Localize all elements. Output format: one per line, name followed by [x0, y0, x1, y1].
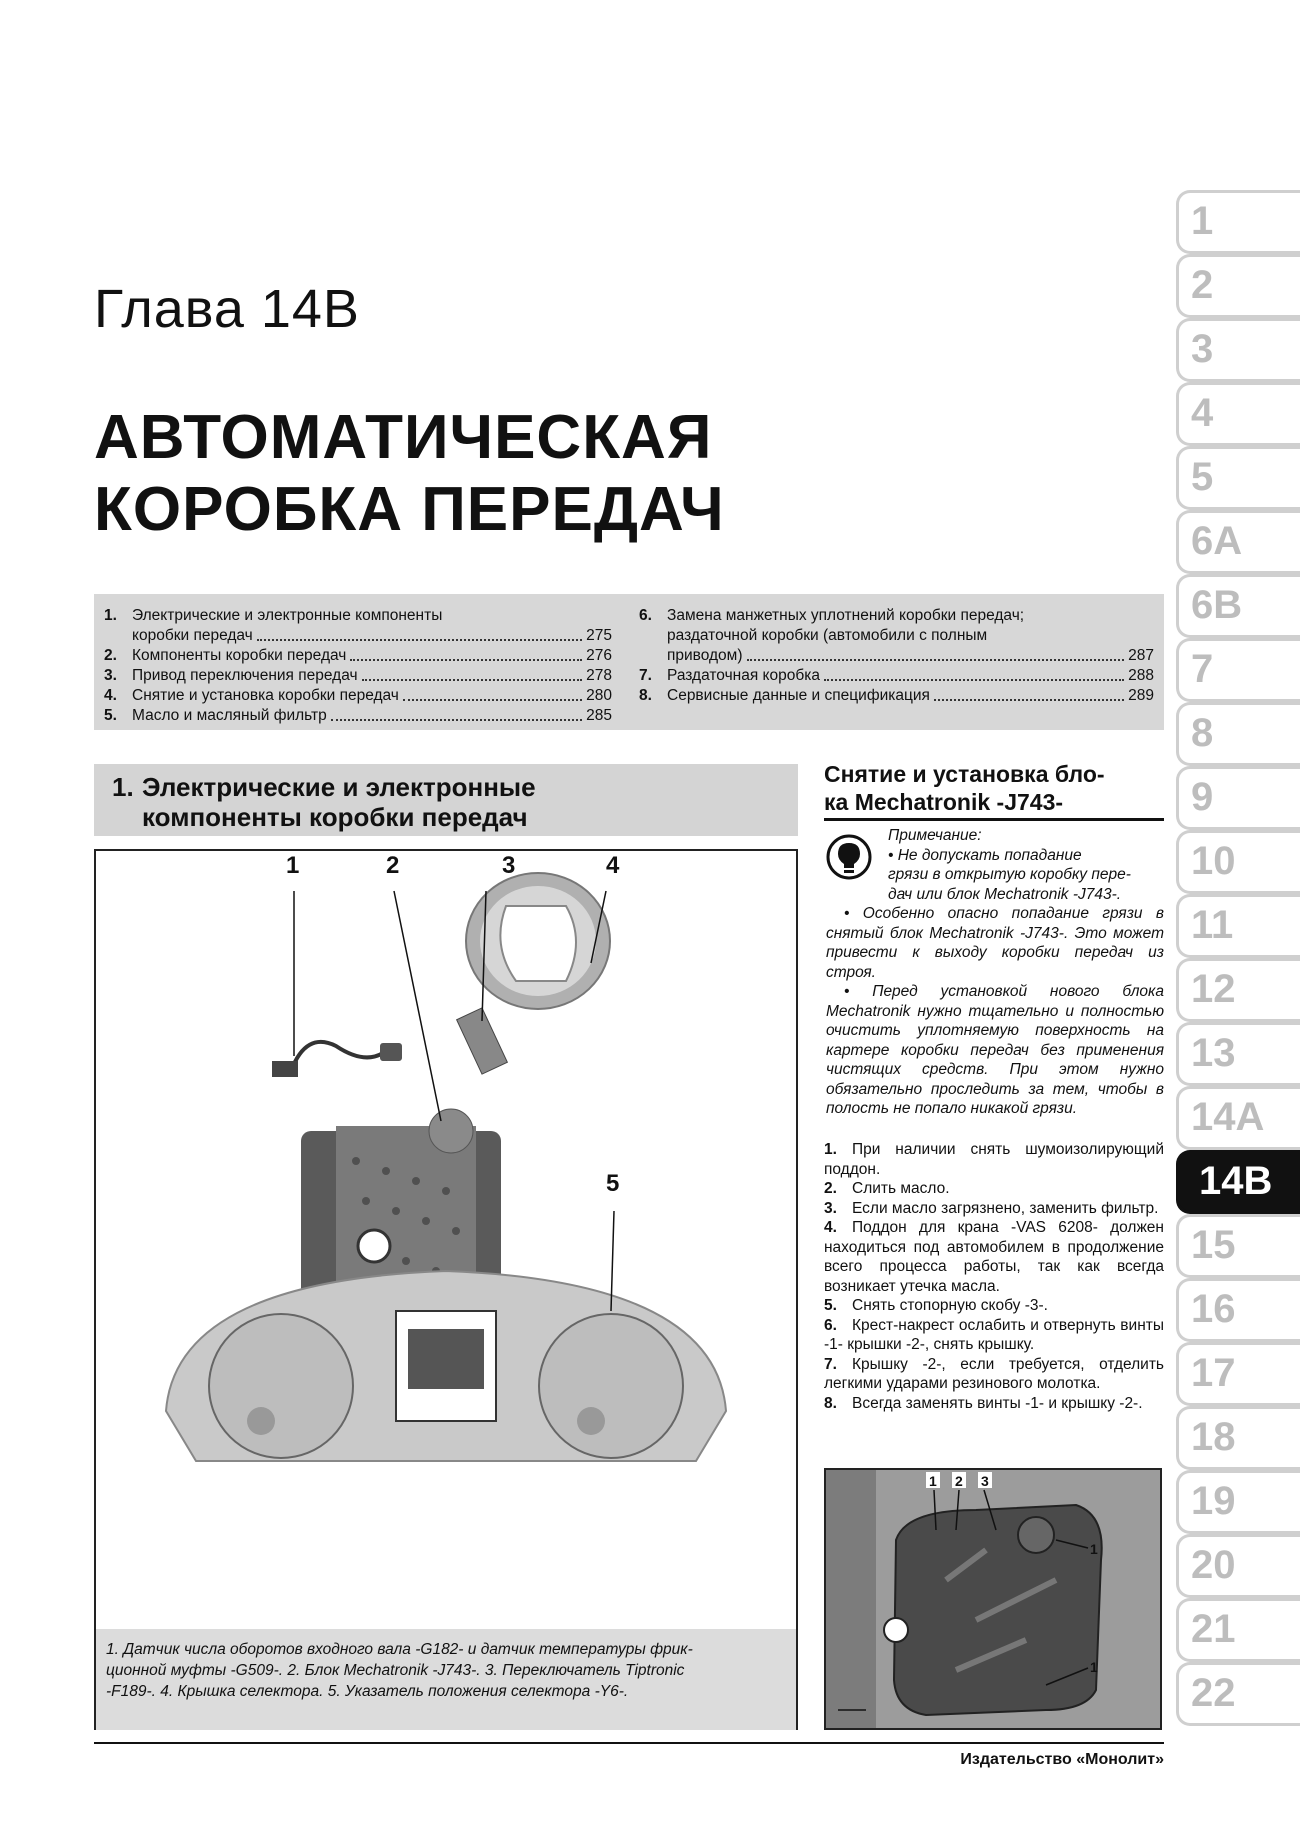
callout-5: 5: [606, 1170, 620, 1197]
note-paragraph: • Перед установкой нового блока Mechatronik нужно тщательно и полностью очистить уплотняемую поверхность на картере коробки передач без применения чистящих средств. При этом нужно обязательно проследить за тем, чтобы в полость не попало никакой грязи.: [826, 983, 1164, 1117]
toc-number: 2.: [104, 647, 117, 664]
instrument-cluster-image: [166, 1271, 726, 1461]
callout-4: 4: [606, 852, 620, 879]
list-item: 3. Если масло загрязнено, заменить фильтр.: [824, 1199, 1159, 1217]
chapter-tab-7[interactable]: 7: [1176, 638, 1300, 702]
chapter-tab-14a[interactable]: 14A: [1176, 1086, 1300, 1150]
chapter-tab-22[interactable]: 22: [1176, 1662, 1300, 1726]
section-title: [142, 772, 782, 832]
chapter-tab-6b[interactable]: 6B: [1176, 574, 1300, 638]
toc-text: Электрические и электронные компоненты: [132, 607, 443, 624]
chapter-tab-3[interactable]: 3: [1176, 318, 1300, 382]
toc-page: 275: [586, 627, 612, 644]
toc-number: 1.: [104, 607, 117, 624]
photo-callout: 1: [929, 1473, 937, 1489]
toc-number: 6.: [639, 607, 652, 624]
list-item: 5. Снять стопорную скобу -3-.: [824, 1297, 1048, 1314]
callout-3: 3: [502, 852, 516, 879]
selector-cover-image: [466, 873, 610, 1009]
photo-callout: 3: [981, 1473, 989, 1489]
toc-entry[interactable]: [639, 666, 1154, 686]
toc-text: приводом): [667, 647, 743, 664]
subsection-title: [824, 760, 1164, 816]
caption-line: 1. Датчик числа оборотов входного вала -G182- и датчик температуры фрик-: [106, 1641, 693, 1658]
toc-text: Привод переключения передач: [132, 667, 358, 684]
subsection-title-line: Снятие и установка бло-: [824, 761, 1105, 787]
toc-number: 8.: [639, 687, 652, 704]
toc-page: 276: [586, 647, 612, 664]
chapter-tab-20[interactable]: 20: [1176, 1534, 1300, 1598]
chapter-tab-19[interactable]: 19: [1176, 1470, 1300, 1534]
toc-text: Сервисные данные и спецификация: [667, 687, 930, 704]
toc-page: 280: [586, 687, 612, 704]
caption-line: -F189-. 4. Крышка селектора. 5. Указатель положения селектора -Y6-.: [106, 1683, 629, 1700]
chapter-tab-17[interactable]: 17: [1176, 1342, 1300, 1406]
chapter-tab-6a[interactable]: 6A: [1176, 510, 1300, 574]
note-heading: Примечание:: [888, 827, 982, 844]
section-title-line: Электрические и электронные: [142, 772, 536, 802]
list-item: 6. Крест-накрест ослабить и отвернуть винты -1- крышки -2-, снять крышку.: [824, 1316, 1164, 1353]
chapter-title: [94, 402, 725, 546]
chapter-tab-11[interactable]: 11: [1176, 894, 1300, 958]
chapter-tabs: [1176, 190, 1300, 1726]
chapter-tab-4[interactable]: 4: [1176, 382, 1300, 446]
title-rule: [824, 818, 1164, 821]
toc-number: 7.: [639, 667, 652, 684]
toc-text: раздаточной коробки (автомобили с полным: [667, 627, 988, 644]
chapter-tab-10[interactable]: 10: [1176, 830, 1300, 894]
list-item: 4. Поддон для крана -VAS 6208- должен находиться под автомобилем в продолжение всего процесса работы, так как всегда возникает утечка масла.: [824, 1219, 1164, 1295]
publisher-footer: Издательство «Монолит»: [960, 1751, 1164, 1768]
toc-text: Раздаточная коробка: [667, 667, 820, 684]
steps-list: [824, 1140, 1164, 1413]
photo-callout: 1: [1090, 1659, 1098, 1675]
toc-page: 285: [586, 707, 612, 724]
toc-text: Компоненты коробки передач: [132, 647, 347, 664]
section-title-line: компоненты коробки передач: [142, 802, 528, 832]
toc-page: 287: [1128, 647, 1154, 664]
toc-entry[interactable]: [639, 606, 1154, 666]
figure-caption: [96, 1629, 796, 1730]
chapter-tab-12[interactable]: 12: [1176, 958, 1300, 1022]
subsection-title-line: ка Mechatronik -J743-: [824, 789, 1064, 815]
table-of-contents: [94, 594, 1164, 730]
chapter-label: Глава 14B: [94, 279, 360, 339]
photo-callout: 2: [955, 1473, 963, 1489]
chapter-tab-13[interactable]: 13: [1176, 1022, 1300, 1086]
toc-entry[interactable]: [104, 606, 612, 646]
chapter-title-line: АВТОМАТИЧЕСКАЯ: [94, 403, 713, 472]
speed-sensor-image: [272, 1042, 402, 1077]
toc-page: 278: [586, 667, 612, 684]
toc-page: 289: [1128, 687, 1154, 704]
toc-entry[interactable]: [104, 706, 612, 726]
toc-text: Замена манжетных уплотнений коробки передач;: [667, 607, 1025, 624]
toc-number: 3.: [104, 667, 117, 684]
chapter-tab-14b[interactable]: 14B: [1176, 1150, 1300, 1214]
note-line: • Не допускать попадание: [888, 846, 1082, 864]
note-block: [808, 826, 1164, 1119]
toc-entry[interactable]: [104, 666, 612, 686]
chapter-tab-9[interactable]: 9: [1176, 766, 1300, 830]
components-illustration: [96, 851, 796, 1629]
list-item: 8. Всегда заменять винты -1- и крышку -2-.: [824, 1394, 1143, 1412]
note-line: дач или блок Mechatronik -J743-.: [888, 885, 1122, 903]
chapter-tab-2[interactable]: 2: [1176, 254, 1300, 318]
chapter-tab-21[interactable]: 21: [1176, 1598, 1300, 1662]
toc-entry[interactable]: [639, 686, 1154, 706]
chapter-tab-5[interactable]: 5: [1176, 446, 1300, 510]
callout-2: 2: [386, 852, 400, 879]
section-header: [94, 764, 798, 836]
toc-text: Снятие и установка коробки передач: [132, 687, 399, 704]
toc-column-right: [639, 606, 1154, 706]
toc-number: 4.: [104, 687, 117, 704]
mechatronik-cover-photo: [824, 1468, 1162, 1730]
toc-number: 5.: [104, 707, 117, 724]
toc-entry[interactable]: [104, 646, 612, 666]
caption-line: ционной муфты -G509-. 2. Блок Mechatronik -J743-. 3. Переключатель Tiptronic: [106, 1662, 685, 1679]
toc-text: коробки передач: [132, 627, 253, 644]
photo-callout: 1: [1090, 1541, 1098, 1557]
chapter-tab-8[interactable]: 8: [1176, 702, 1300, 766]
chapter-tab-16[interactable]: 16: [1176, 1278, 1300, 1342]
note-paragraph: • Особенно опасно попадание грязи в снятый блок Mechatronik -J743-. Это может привести к выходу коробки передач из строя.: [826, 905, 1164, 981]
list-item: 2. Слить масло.: [824, 1180, 950, 1197]
chapter-tab-1[interactable]: 1: [1176, 190, 1300, 254]
chapter-title-line: КОРОБКА ПЕРЕДАЧ: [94, 475, 725, 544]
callout-1: 1: [286, 852, 300, 879]
toc-column-left: [104, 606, 612, 726]
note-line: грязи в открытую коробку пере-: [888, 866, 1131, 883]
toc-page: 288: [1128, 667, 1154, 684]
toc-entry[interactable]: [104, 686, 612, 706]
components-figure: [94, 849, 798, 1730]
toc-text: Масло и масляный фильтр: [132, 707, 327, 724]
list-item: 1. При наличии снять шумоизолирующий поддон.: [824, 1141, 1164, 1178]
section-number: 1.: [112, 772, 134, 802]
chapter-tab-15[interactable]: 15: [1176, 1214, 1300, 1278]
list-item: 7. Крышку -2-, если требуется, отделить легкими ударами резинового молотка.: [824, 1355, 1164, 1392]
footer-rule: [94, 1742, 1164, 1744]
chapter-tab-18[interactable]: 18: [1176, 1406, 1300, 1470]
